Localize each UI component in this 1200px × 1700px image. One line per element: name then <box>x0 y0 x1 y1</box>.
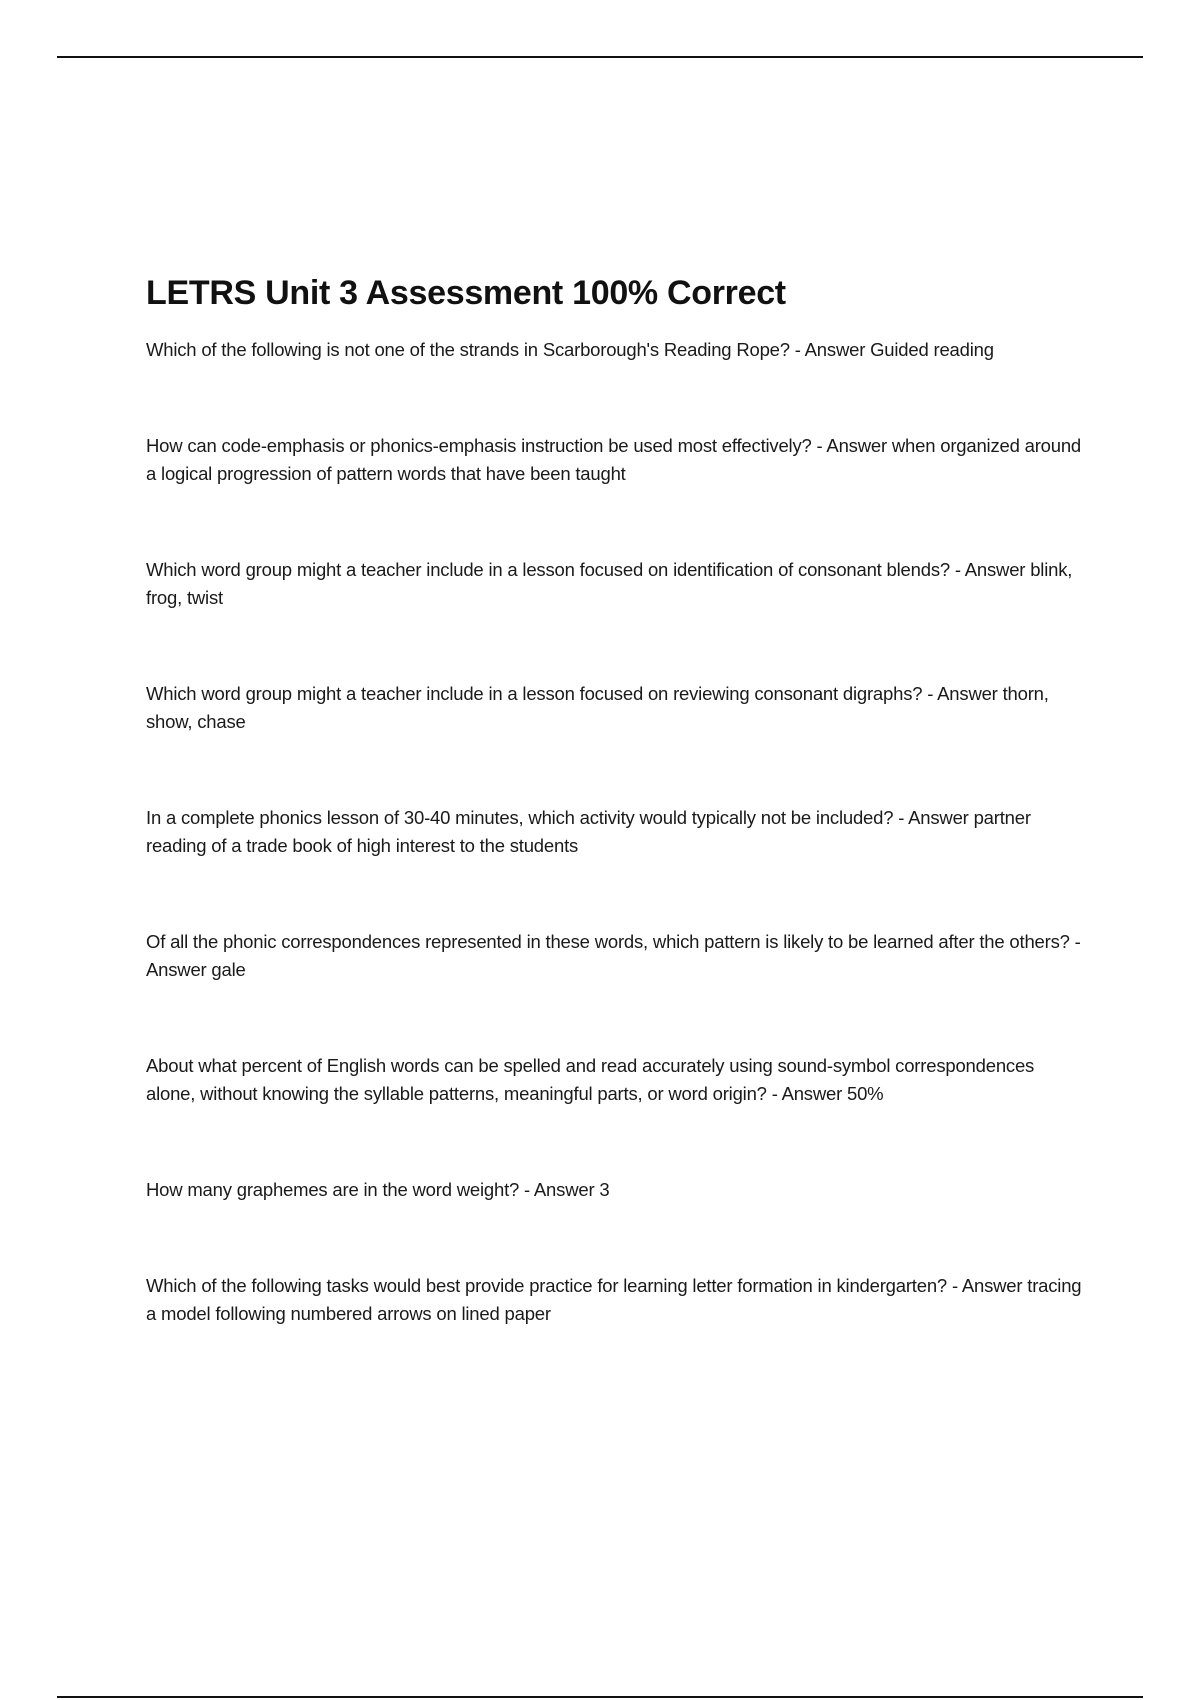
top-rule <box>57 56 1143 58</box>
qa-item: Which of the following tasks would best provide practice for learning letter formation in kindergarten? - Answer tracing a model following numbered arrows on lined paper <box>146 1275 1082 1324</box>
document-title: LETRS Unit 3 Assessment 100% Correct <box>146 274 786 312</box>
qa-item: Which of the following is not one of the strands in Scarborough's Reading Rope? - Answer Guided reading <box>146 339 994 360</box>
qa-item: Which word group might a teacher include in a lesson focused on reviewing consonant digraphs? - Answer thorn, show, chase <box>146 683 1049 732</box>
bottom-rule <box>57 1696 1143 1698</box>
document-body <box>146 272 1086 1328</box>
qa-item: How many graphemes are in the word weight? - Answer 3 <box>146 1179 610 1200</box>
qa-list <box>146 336 1086 1328</box>
qa-item: How can code-emphasis or phonics-emphasis instruction be used most effectively? - Answer when organized around a logical progression of pattern words that have been taught <box>146 435 1082 484</box>
qa-item: Which word group might a teacher include in a lesson focused on identification of consonant blends? - Answer blink, frog, twist <box>146 559 1073 608</box>
qa-item: In a complete phonics lesson of 30-40 minutes, which activity would typically not be included? - Answer partner reading of a trade book of high interest to the students <box>146 807 1031 856</box>
qa-item: Of all the phonic correspondences represented in these words, which pattern is likely to be learned after the others? - Answer gale <box>146 931 1081 980</box>
qa-item: About what percent of English words can be spelled and read accurately using sound-symbol correspondences alone, without knowing the syllable patterns, meaningful parts, or word origin? - Answer 50% <box>146 1055 1035 1104</box>
